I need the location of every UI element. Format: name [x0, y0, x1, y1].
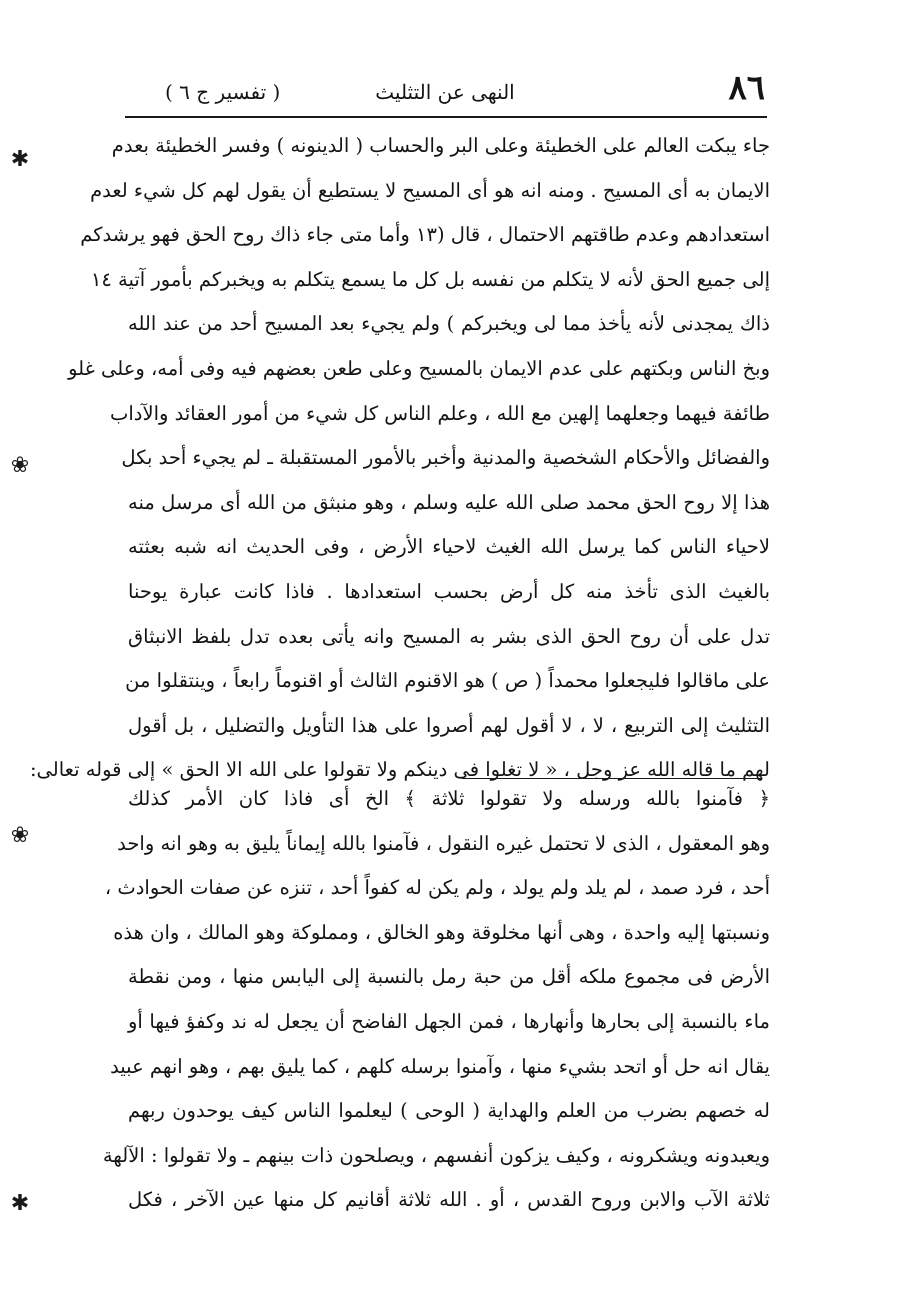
text-line: التثليث إلى التربيع ، لا ، لا أقول لهم أصروا على هذا التأويل والتضليل ، بل أقول [128, 713, 770, 737]
text-line: طائفة فيهما وجعلهما إلهين مع الله ، وعلم الناس كل شيء من أمور العقائد والآداب [110, 401, 770, 425]
asterisk-ornament-icon: ✱ [10, 1191, 30, 1216]
text-line: ثلاثة الآب والابن وروح القدس ، أو . الله ثلاثة أقانيم كل منها عين الآخر ، فكل [128, 1188, 770, 1212]
text-line: هذا إلا روح الحق محمد صلى الله عليه وسلم ، وهو منبثق من الله أى مرسل منه [128, 490, 770, 514]
text-line: وبخ الناس وبكتهم على عدم الايمان بالمسيح وعلى طعن بعضهم فيه وفى أمه، وعلى غلو [68, 356, 770, 380]
text-line: أحد ، فرد صمد ، لم يلد ولم يولد ، ولم يكن له كفواً أحد ، تنزه عن صفات الحوادث ، [104, 876, 770, 900]
text-line: الأرض فى مجموع ملكه أقل من حبة رمل بالنسبة إلى اليابس منها ، ومن نقطة [128, 965, 770, 989]
text-line: جاء يبكت العالم على الخطيئة وعلى البر والحساب ( الدينونه ) وفسر الخطيئة بعدم [111, 134, 770, 157]
text-line: ﴿ فآمنوا بالله ورسله ولا تقولوا ثلاثة ﴾ الخ أى فاذا كان الأمر كذلك [128, 787, 770, 810]
volume-label: ( تفسير ج ٦ ) [165, 80, 281, 104]
flower-ornament-icon: ❀ [10, 823, 30, 848]
page-header [125, 68, 765, 110]
text-line: وهو المعقول ، الذى لا تحتمل غيره النقول ، فآمنوا بالله إيماناً يليق به وهو انه واحد [117, 831, 770, 855]
header-rule [125, 116, 767, 118]
text-line: ماء بالنسبة إلى بحارها وأنهارها ، فمن الجهل الفاضح أن يجعل له ند وكفؤ فيها أو [128, 1009, 770, 1033]
running-title: النهى عن التثليث [375, 80, 515, 104]
main-text [29, 124, 770, 793]
text-line: ذاك يمجدنى لأنه يأخذ مما لى ويخبركم ) ولم يجيء بعد المسيح أحد من عند الله [128, 312, 770, 336]
commentary-text [102, 777, 770, 1223]
text-line: يقال انه حل أو اتحد بشيء منها ، وآمنوا برسله كلهم ، كما يليق بهم ، وهو انهم عبيد [110, 1054, 770, 1078]
text-line: إلى جميع الحق لأنه لا يتكلم من نفسه بل كل ما يسمع يتكلم به ويخبركم بأمور آتية ١٤ [90, 267, 770, 291]
text-line: ويعبدونه ويشكرونه ، وكيف يزكون أنفسهم ، ويصلحون ذات بينهم ـ ولا تقولوا : الآلهة [102, 1143, 770, 1167]
text-line: تدل على أن روح الحق الذى بشر به المسيح وانه يأتى بعده تدل بلفظ الانبثاق [128, 624, 770, 648]
text-line: بالغيث الذى تأخذ منه كل أرض بحسب استعدادها . فاذا كانت عبارة يوحنا [128, 579, 770, 603]
text-line: استعدادهم وعدم طاقتهم الاحتمال ، قال (١٣ وأما متى جاء ذاك روح الحق فهو يرشدكم [80, 223, 770, 247]
text-line: ونسبتها إليه واحدة ، وهى أنها مخلوقة وهو الخالق ، ومملوكة وهو المالك ، وان هذه [113, 920, 770, 944]
page-number: ٨٦ [728, 68, 765, 108]
text-line: لهم ما قاله الله عز وجل ، « لا تغلوا فى دينكم ولا تقولوا على الله الا الحق » إلى قوله تعالى: [29, 758, 770, 782]
text-line: له خصهم بضرب من العلم والهداية ( الوحى ) ليعلموا الناس كيف يوحدون ربهم [128, 1099, 770, 1123]
asterisk-ornament-icon: ✱ [10, 147, 30, 172]
flower-ornament-icon: ❀ [10, 453, 30, 478]
text-line: لاحياء الناس كما يرسل الله الغيث لاحياء الأرض ، وفى الحديث انه شبه بعثته [128, 535, 770, 559]
text-line: الايمان به أى المسيح . ومنه انه هو أى المسيح لا يستطيع أن يقول لهم كل شيء لعدم [90, 178, 770, 202]
text-line: والفضائل والأحكام الشخصية والمدنية وأخبر بالأمور المستقبلة ـ لم يجيء أحد بكل [121, 446, 770, 470]
text-line: على ماقالوا فليجعلوا محمداً ( ص ) هو الاقنوم الثالث أو اقنوماً رابعاً ، وينتقلوا من [125, 669, 770, 693]
